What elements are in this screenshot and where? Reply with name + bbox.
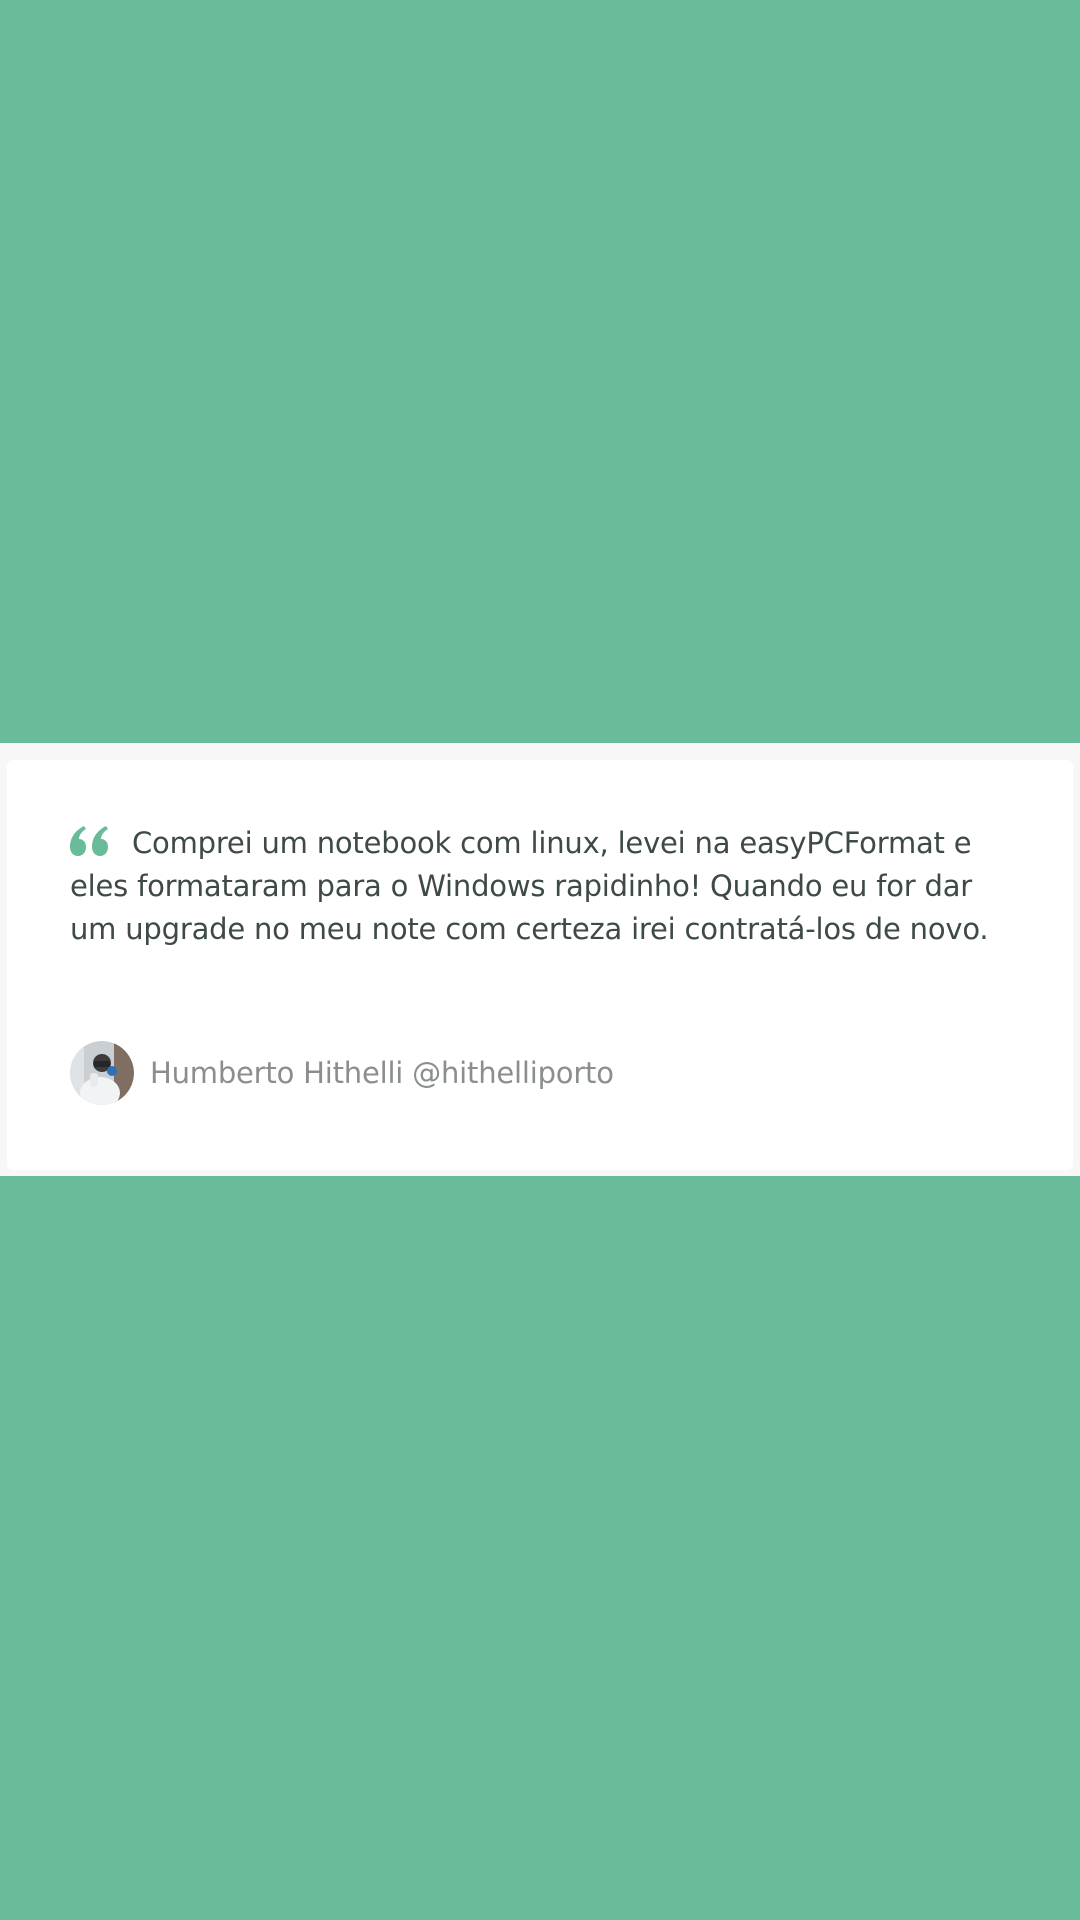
testimonial-text: Comprei um notebook com linux, levei na easyPCFormat e eles formataram para o Windows rapidinho! Quando eu for dar um upgrade no meu note com certeza irei contratá-los de novo.	[70, 826, 989, 946]
author-name: Humberto Hithelli @hithelliporto	[150, 1056, 614, 1090]
avatar	[70, 1041, 134, 1105]
top-background-band	[0, 0, 1080, 743]
testimonial-card	[7, 760, 1073, 1170]
bottom-background-band	[0, 1176, 1080, 1920]
testimonial-author	[70, 1040, 614, 1106]
testimonial-quote	[70, 822, 1020, 951]
quote-icon	[70, 825, 110, 855]
